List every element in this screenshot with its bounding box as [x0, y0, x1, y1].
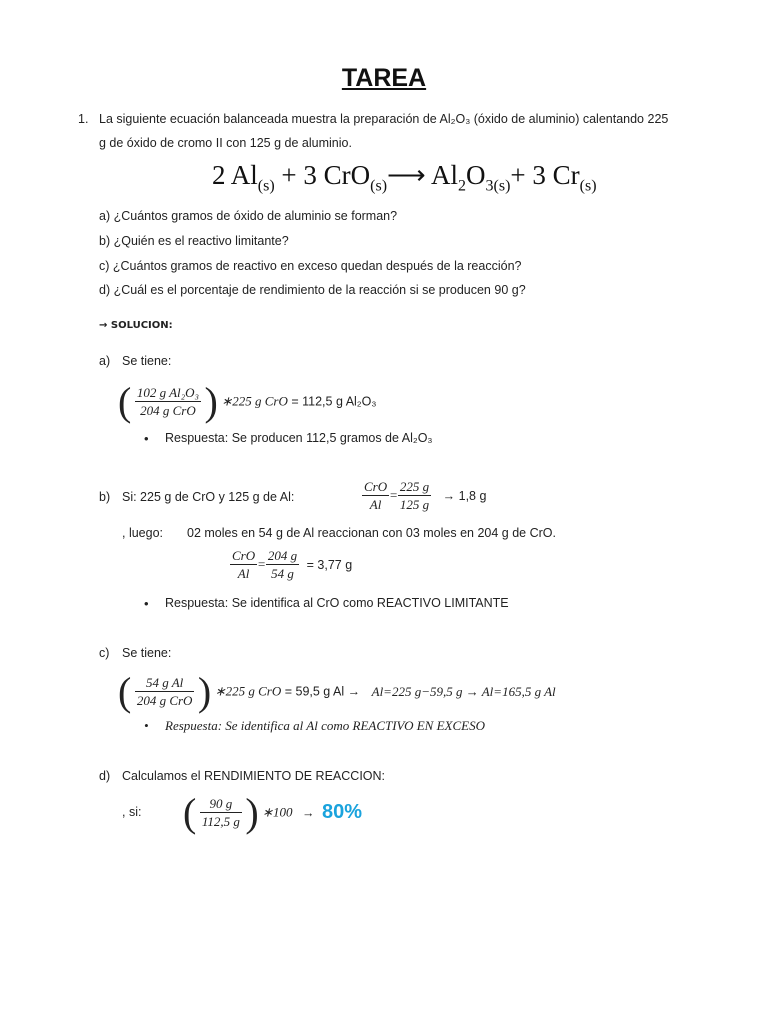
problem-line-2: g de óxido de cromo II con 125 g de aluminio.	[99, 136, 352, 150]
denominator: 125 g	[399, 497, 430, 512]
denominator: 204 g CrO	[140, 403, 196, 418]
part-d-si: , si:	[122, 805, 142, 819]
question-d: d) ¿Cuál es el porcentaje de rendimiento de la reacción si se producen 90 g?	[99, 283, 526, 297]
question-c: c) ¿Cuántos gramos de reactivo en exceso quedan después de la reacción?	[99, 259, 522, 273]
part-b-ratio-2	[230, 547, 352, 582]
left-paren: (	[118, 379, 132, 424]
part-c-formula	[118, 668, 556, 715]
part-a-formula	[118, 378, 376, 425]
left-paren: (	[183, 790, 197, 835]
numerator: 204 g	[267, 548, 298, 563]
balanced-equation	[212, 160, 597, 195]
part-b-label: b)	[99, 490, 111, 504]
problem-number: 1.	[78, 112, 89, 126]
fraction	[135, 674, 195, 709]
multiplier: ∗225 g CrO	[221, 393, 288, 409]
equals-sign: =	[389, 487, 398, 503]
right-paren: )	[197, 669, 212, 714]
eq-sub: 2	[458, 177, 467, 195]
numerator: 54 g Al	[135, 674, 195, 692]
part-b-result-1: → 1,8 g	[442, 488, 487, 503]
problem-line-1: La siguiente ecuación balanceada muestra la preparación de Al₂O₃ (óxido de aluminio) calentando 225	[99, 112, 669, 126]
eq-product-cr: + 3 Cr	[510, 160, 580, 190]
denominator: 112,5 g	[201, 814, 240, 829]
part-c-answer: • Respuesta: Se identifica al Al como REACTIVO EN EXCESO	[165, 718, 485, 734]
part-b-luego: , luego:	[122, 526, 164, 540]
denominator: 54 g	[271, 566, 294, 581]
part-d-result: 80%	[322, 801, 363, 823]
fraction	[200, 795, 242, 830]
fraction	[135, 384, 201, 419]
eq-state: (s)	[257, 177, 275, 195]
part-d-intro: Calculamos el RENDIMIENTO DE REACCION:	[122, 769, 386, 783]
eq-arrow: ⟶	[387, 160, 426, 190]
numerator: CrO	[232, 548, 256, 563]
numerator: CrO	[364, 479, 388, 494]
multiplier: ∗225 g CrO	[214, 683, 282, 699]
eq-o: O	[466, 160, 486, 190]
denominator: 204 g CrO	[136, 693, 193, 708]
part-d-formula	[183, 789, 362, 836]
eq-sub: 3(s)	[485, 177, 511, 195]
part-a-answer: • Respuesta: Se producen 112,5 gramos de Al₂O₃	[165, 431, 433, 445]
fraction	[362, 478, 389, 513]
part-d-label: d)	[99, 769, 111, 783]
question-b: b) ¿Quién es el reactivo limitante?	[99, 234, 289, 248]
multiplier: ∗100	[262, 804, 293, 820]
left-paren: (	[118, 669, 132, 714]
part-c-result: = 59,5 g Al →	[284, 684, 361, 699]
eq-state: (s)	[370, 177, 388, 195]
page-title: TAREA	[341, 64, 427, 92]
arrow: →	[302, 805, 315, 820]
numerator: 102 g Al₂O₃	[136, 385, 200, 400]
fraction	[398, 478, 431, 513]
part-a-label: a)	[99, 354, 111, 368]
denominator: Al	[237, 566, 250, 581]
fraction	[230, 547, 257, 582]
numerator: 225 g	[399, 479, 430, 494]
question-a: a) ¿Cuántos gramos de óxido de aluminio se forman?	[99, 209, 398, 223]
solution-heading: → SOLUCION:	[99, 320, 173, 331]
denominator: Al	[369, 497, 382, 512]
eq-reactant-cro: + 3 CrO	[274, 160, 371, 190]
part-a-intro: Se tiene:	[122, 354, 172, 368]
part-c-label: c)	[99, 646, 110, 660]
equals-sign: =	[257, 556, 266, 572]
part-b-luego-text: 02 moles en 54 g de Al reaccionan con 03 moles en 204 g de CrO.	[187, 526, 556, 540]
eq-product-al2o3: Al	[425, 160, 459, 190]
part-b-intro: Si: 225 g de CrO y 125 g de Al:	[122, 490, 295, 504]
right-paren: )	[245, 790, 259, 835]
part-b-ratio	[362, 478, 486, 513]
fraction	[266, 547, 299, 582]
part-b-result-2: = 3,77 g	[306, 557, 353, 572]
part-c-calculation: Al=225 g−59,5 g → Al=165,5 g Al	[371, 683, 556, 699]
part-b-answer: • Respuesta: Se identifica al CrO como REACTIVO LIMITANTE	[165, 596, 509, 610]
part-c-intro: Se tiene:	[122, 646, 172, 660]
eq-state: (s)	[579, 177, 597, 195]
numerator: 90 g	[200, 795, 242, 813]
part-a-result: = 112,5 g Al₂O₃	[291, 394, 377, 409]
eq-reactant-al: 2 Al	[212, 160, 258, 190]
right-paren: )	[204, 379, 218, 424]
